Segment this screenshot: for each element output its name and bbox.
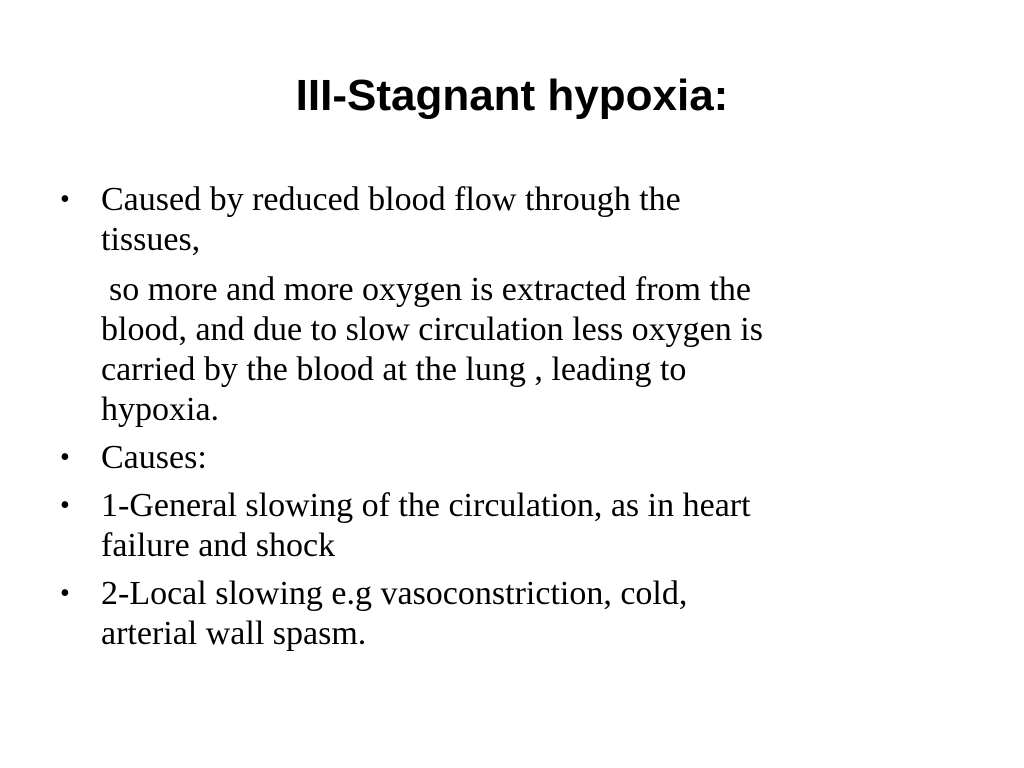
bullet-item-2: [56, 438, 956, 478]
bullet-icon: •: [60, 578, 70, 609]
bullet-1-continuation-line-1: blood, and due to slow circulation less oxygen is: [101, 311, 763, 348]
bullet-list: [56, 180, 956, 662]
bullet-4-line-1: 2-Local slowing e.g vasoconstriction, cold,: [101, 575, 688, 612]
bullet-item-3: [56, 486, 956, 566]
bullet-3-line-1: 1-General slowing of the circulation, as in heart: [101, 487, 751, 524]
bullet-1-continuation-line-2: carried by the blood at the lung , leading to: [101, 351, 687, 388]
bullet-3-line-2: failure and shock: [101, 527, 336, 564]
bullet-4-line-2: arterial wall spasm.: [101, 615, 367, 652]
bullet-1-continuation-first: so more and more oxygen is extracted from the: [109, 271, 752, 308]
bullet-item-1: [56, 180, 956, 430]
bullet-1-continuation-line-3: hypoxia.: [101, 391, 220, 428]
bullet-icon: •: [60, 490, 70, 521]
bullet-icon: •: [60, 442, 70, 473]
bullet-2-line-1: Causes:: [101, 439, 207, 476]
bullet-icon: •: [60, 184, 70, 215]
bullet-item-4: [56, 574, 956, 654]
slide-title: III-Stagnant hypoxia:: [295, 71, 729, 120]
bullet-1-line-2: tissues,: [101, 221, 201, 258]
bullet-1-line-1: Caused by reduced blood flow through the: [101, 181, 681, 218]
